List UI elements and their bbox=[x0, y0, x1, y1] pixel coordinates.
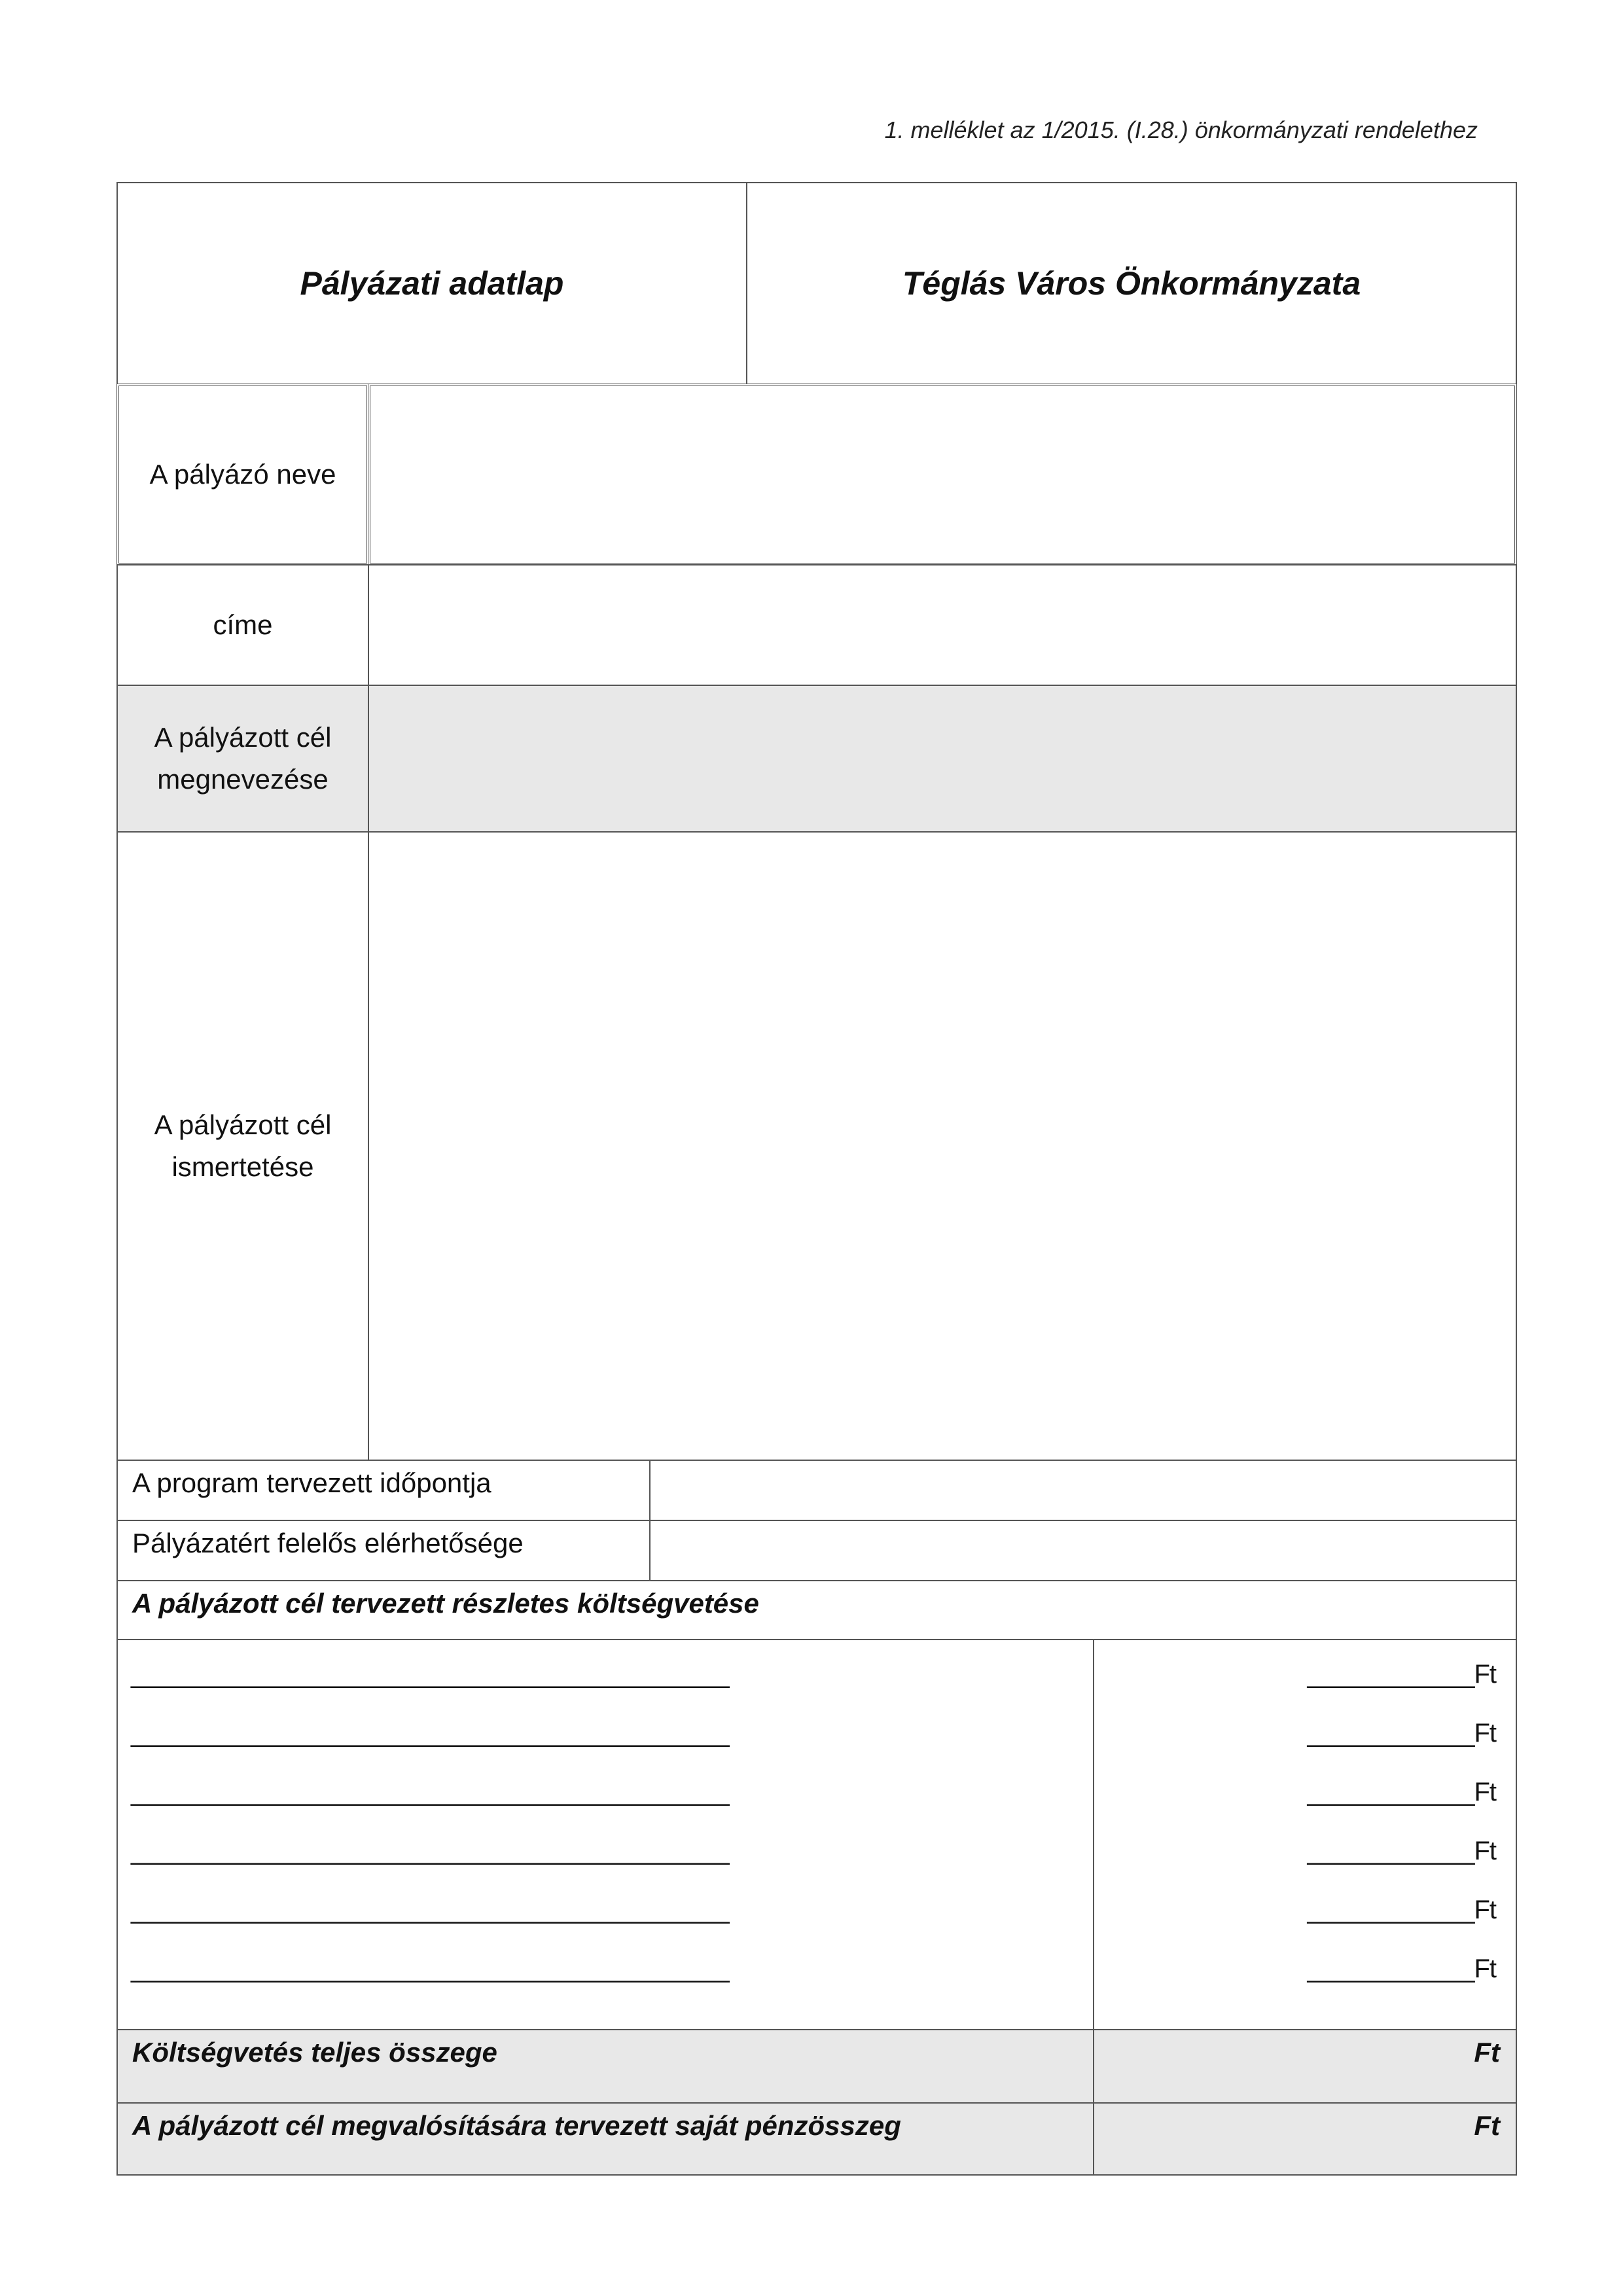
applicant-name-field[interactable] bbox=[368, 384, 1517, 565]
goal-name-label-cell bbox=[116, 685, 369, 833]
budget-line-amount[interactable]: ____________Ft bbox=[1307, 1719, 1496, 1748]
total-amount-field[interactable] bbox=[1093, 2029, 1517, 2104]
budget-line-amount[interactable]: ____________Ft bbox=[1307, 1660, 1496, 1689]
budget-heading: A pályázott cél tervezett részletes költségvetése bbox=[132, 1588, 759, 1619]
total-label-cell bbox=[116, 2029, 1094, 2104]
budget-heading-cell bbox=[116, 1580, 1517, 1640]
own-funds-label: A pályázott cél megvalósítására tervezett saját pénzösszeg bbox=[132, 2110, 901, 2141]
total-label: Költségvetés teljes összege bbox=[132, 2037, 497, 2068]
budget-line-item[interactable]: ___________________________________________ bbox=[131, 1954, 729, 1983]
budget-line-amount[interactable]: ____________Ft bbox=[1307, 1954, 1496, 1983]
budget-line-item[interactable]: ___________________________________________ bbox=[131, 1719, 729, 1748]
applicant-name-label: A pályázó neve bbox=[149, 459, 336, 490]
goal-description-label-cell bbox=[116, 831, 369, 1461]
own-funds-unit: Ft bbox=[1474, 2110, 1500, 2141]
contact-field[interactable] bbox=[649, 1520, 1517, 1581]
contact-label: Pályázatért felelős elérhetősége bbox=[132, 1528, 524, 1558]
program-date-label: A program tervezett időpontja bbox=[132, 1467, 491, 1498]
goal-name-field[interactable] bbox=[368, 685, 1517, 833]
form-title: Pályázati adatlap bbox=[300, 265, 564, 302]
municipality-title: Téglás Város Önkormányzata bbox=[902, 265, 1361, 302]
program-date-field[interactable] bbox=[649, 1460, 1517, 1521]
goal-description-label: A pályázott cél ismertetése bbox=[154, 1109, 332, 1182]
annex-reference: 1. melléklet az 1/2015. (I.28.) önkormányzati rendelethez bbox=[884, 117, 1478, 143]
program-date-label-cell bbox=[116, 1460, 651, 1521]
total-unit: Ft bbox=[1474, 2037, 1500, 2068]
budget-line-item[interactable]: ___________________________________________ bbox=[131, 1837, 729, 1865]
address-field[interactable] bbox=[368, 564, 1517, 686]
budget-line-amount[interactable]: ____________Ft bbox=[1307, 1778, 1496, 1806]
contact-label-cell bbox=[116, 1520, 651, 1581]
applicant-name-label-cell bbox=[116, 384, 369, 565]
form-title-cell bbox=[116, 182, 747, 385]
goal-description-field[interactable] bbox=[368, 831, 1517, 1461]
own-funds-amount-field[interactable] bbox=[1093, 2102, 1517, 2176]
budget-line-amount[interactable]: ____________Ft bbox=[1307, 1837, 1496, 1865]
municipality-title-cell bbox=[746, 182, 1517, 385]
budget-line-amount[interactable]: ____________Ft bbox=[1307, 1895, 1496, 1924]
own-funds-label-cell bbox=[116, 2102, 1094, 2176]
goal-name-label: A pályázott cél megnevezése bbox=[154, 722, 332, 795]
address-label: címe bbox=[213, 609, 273, 640]
budget-line-item[interactable]: ___________________________________________ bbox=[131, 1895, 729, 1924]
address-label-cell bbox=[116, 564, 369, 686]
budget-line-item[interactable]: ___________________________________________ bbox=[131, 1778, 729, 1806]
budget-line-item[interactable]: ___________________________________________ bbox=[131, 1660, 729, 1689]
